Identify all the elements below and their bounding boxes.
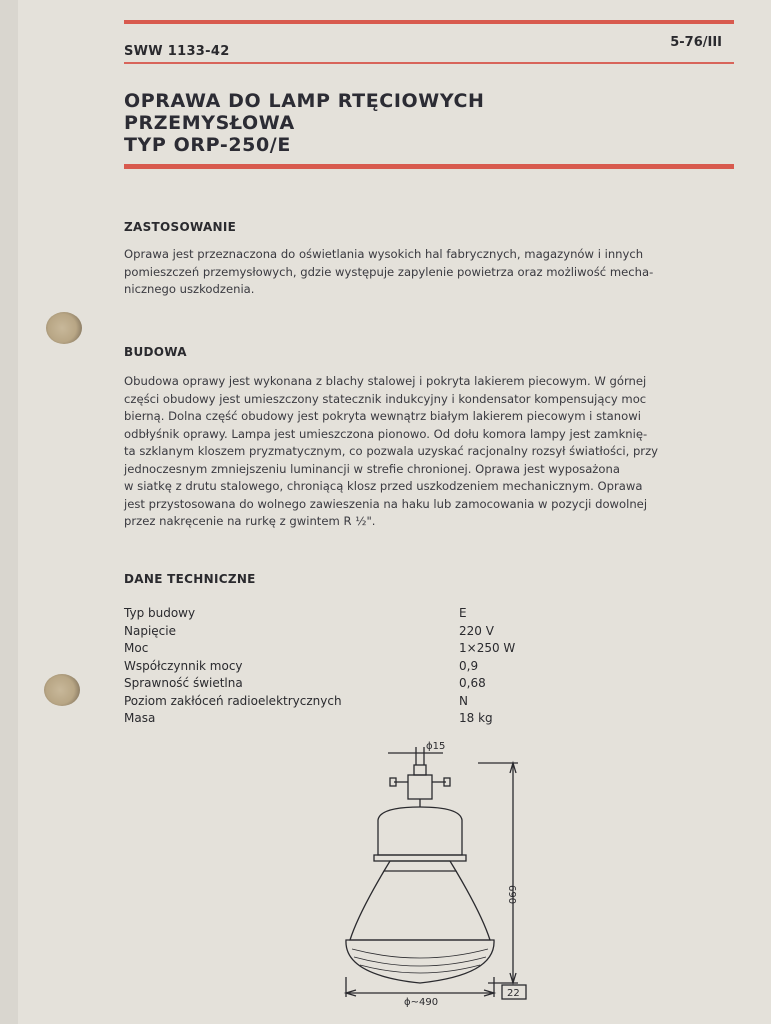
stamp-label: 22: [507, 988, 520, 999]
text-line: w siatkę z drutu stalowego, chroniącą klosz przed uszkodzeniem mechanicznym. Oprawa: [124, 479, 643, 493]
section-heading-dane-techniczne: DANE TECHNICZNE: [124, 572, 256, 586]
spec-value: N: [459, 693, 468, 708]
punch-hole: [46, 312, 82, 344]
spec-label: Masa: [124, 711, 156, 725]
technical-data-table: [124, 605, 524, 728]
dim-label-height: 690: [506, 885, 517, 905]
upper-housing: [378, 807, 462, 855]
spec-value: 220 V: [459, 623, 494, 638]
punch-hole: [44, 674, 80, 706]
header-red-rule: [124, 62, 734, 64]
luminaire-drawing: [328, 735, 558, 1015]
spec-label: Typ budowy: [124, 606, 196, 620]
spec-value: E: [459, 606, 467, 620]
text-line: odbłyśnik oprawy. Lampa jest umieszczona pionowo. Od dołu komora lampy jest zamknię-: [124, 426, 648, 441]
spec-value: 18 kg: [459, 711, 493, 725]
reflector: [350, 871, 490, 940]
text-line: Oprawa jest przeznaczona do oświetlania wysokich hal fabrycznych, magazynów i innych: [124, 247, 644, 261]
spec-row: [124, 693, 524, 711]
section-heading-budowa: BUDOWA: [124, 345, 187, 359]
text-line: przez nakręcenie na rurkę z gwintem R ½".: [124, 514, 376, 528]
spec-value: 0,9: [459, 658, 479, 673]
spec-row: [124, 605, 524, 623]
text-line: Obudowa oprawy jest wykonana z blachy stalowej i pokryta lakierem piecowym. W górnej: [124, 374, 647, 388]
section-heading-zastosowanie: ZASTOSOWANIE: [124, 220, 237, 234]
spec-label: Napięcie: [124, 623, 176, 638]
title-line: PRZEMYSŁOWA: [124, 112, 295, 134]
document-title: [124, 90, 485, 156]
suspension-fitting: [408, 775, 432, 799]
text-line: jest przystosowana do wolnego zawieszenia na haku lub zamocowania w pozycji dowolnej: [124, 496, 648, 511]
top-red-rule: [124, 20, 734, 24]
spec-row: [124, 640, 524, 658]
text-line: pomieszczeń przemysłowych, gdzie występuje zapylenie powietrza oraz możliwość mecha-: [124, 264, 654, 279]
page-number: 5-76/III: [670, 35, 722, 50]
spec-row: [124, 710, 524, 728]
text-line: nicznego uszkodzenia.: [124, 282, 255, 296]
document-code: SWW 1133-42: [124, 44, 230, 59]
dim-label-top: ϕ15: [426, 741, 446, 752]
spec-value: 1×250 W: [459, 641, 516, 655]
text-line: bierną. Dolna część obudowy jest pokryta wewnątrz białym lakierem piecowym i stanowi: [124, 409, 641, 423]
spec-value: 0,68: [459, 676, 486, 690]
spec-row: [124, 675, 524, 693]
spec-label: Poziom zakłóceń radioelektrycznych: [124, 693, 342, 708]
spec-row: [124, 623, 524, 641]
paragraph-budowa: [124, 373, 722, 531]
document-page: [18, 0, 771, 1024]
spec-row: [124, 658, 524, 676]
glass-cover: [346, 940, 494, 983]
paragraph-zastosowanie: [124, 246, 722, 299]
dim-label-width: ϕ~490: [404, 997, 439, 1008]
title-red-rule: [124, 164, 734, 169]
spec-label: Współczynnik mocy: [124, 658, 243, 673]
spec-label: Moc: [124, 641, 149, 655]
title-line: OPRAWA DO LAMP RTĘCIOWYCH: [124, 90, 485, 112]
spec-label: Sprawność świetlna: [124, 676, 243, 690]
text-line: jednoczesnym zmniejszeniu luminancji w strefie chronionej. Oprawa jest wyposażona: [124, 461, 620, 476]
title-line: TYP ORP-250/E: [124, 134, 291, 156]
text-line: ta szklanym kloszem pryzmatycznym, co pozwala uzyskać racjonalny rozsył światłości, przy: [124, 444, 659, 458]
text-line: części obudowy jest umieszczony statecznik indukcyjny i kondensator kompensujący moc: [124, 391, 647, 406]
